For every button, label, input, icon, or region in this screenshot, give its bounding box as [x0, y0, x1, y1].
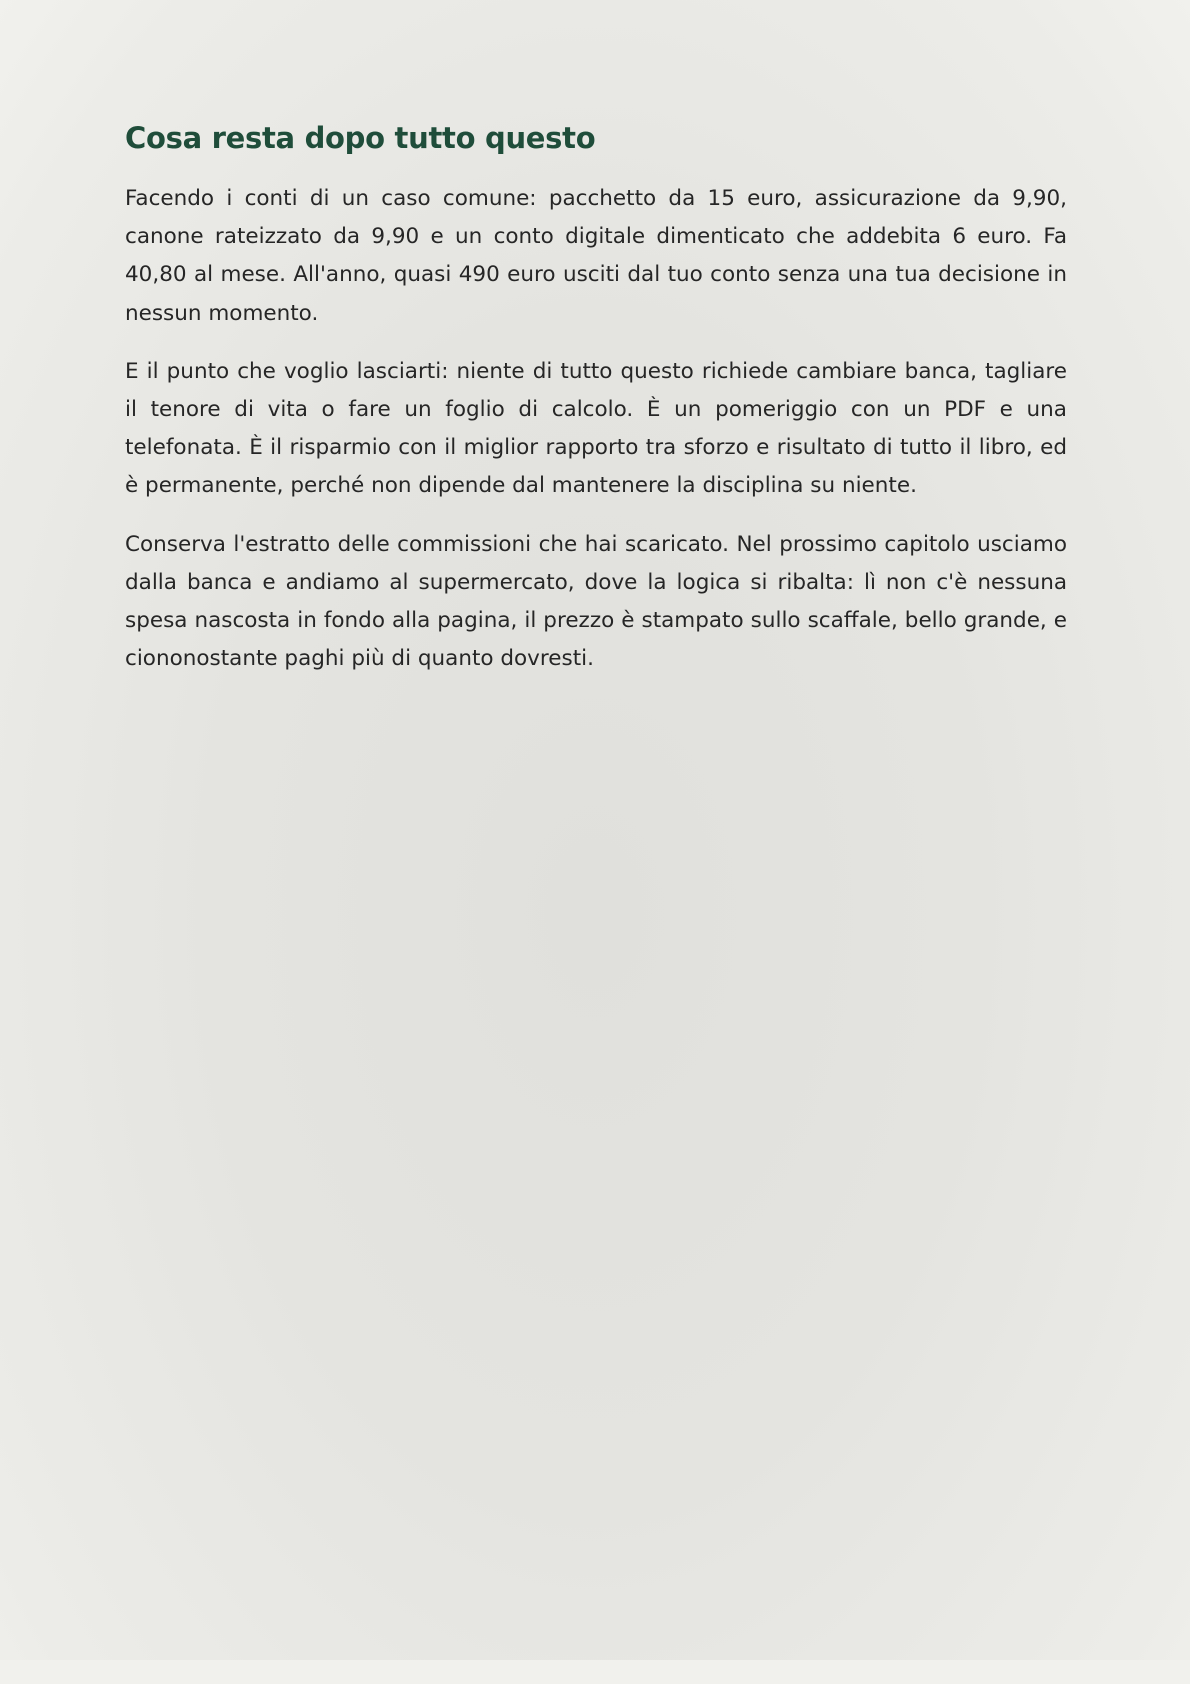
paragraph-3: Conserva l'estratto delle commissioni che hai scaricato. Nel prossimo capitolo usciamo dalla banca e andiamo al supermercato, dove la logica si ribalta: lì non c'è nessuna spesa nascosta in fondo alla pagina, il prezzo è stampato sullo scaffale, bello grande, e ciononostante paghi più di quanto dovresti. — [125, 531, 1067, 672]
paragraph-2: E il punto che voglio lasciarti: niente di tutto questo richiede cambiare banca, tagliare il tenore di vita o fare un foglio di calcolo. È un pomeriggio con un PDF e una telefonata. È il risparmio con il miglior rapporto tra sforzo e risultato di tutto il libro, ed è permanente, perché non dipende dal mantenere la disciplina su niente. — [125, 358, 1067, 499]
section-heading: Cosa resta dopo tutto questo — [125, 121, 596, 155]
paragraph-1: Facendo i conti di un caso comune: pacchetto da 15 euro, assicurazione da 9,90, canone rateizzato da 9,90 e un conto digitale dimenticato che addebita 6 euro. Fa 40,80 al mese. All'anno, quasi 490 euro usciti dal tuo conto senza una tua decisione in nessun momento. — [125, 186, 1067, 326]
page-bottom-margin — [0, 1660, 1190, 1684]
